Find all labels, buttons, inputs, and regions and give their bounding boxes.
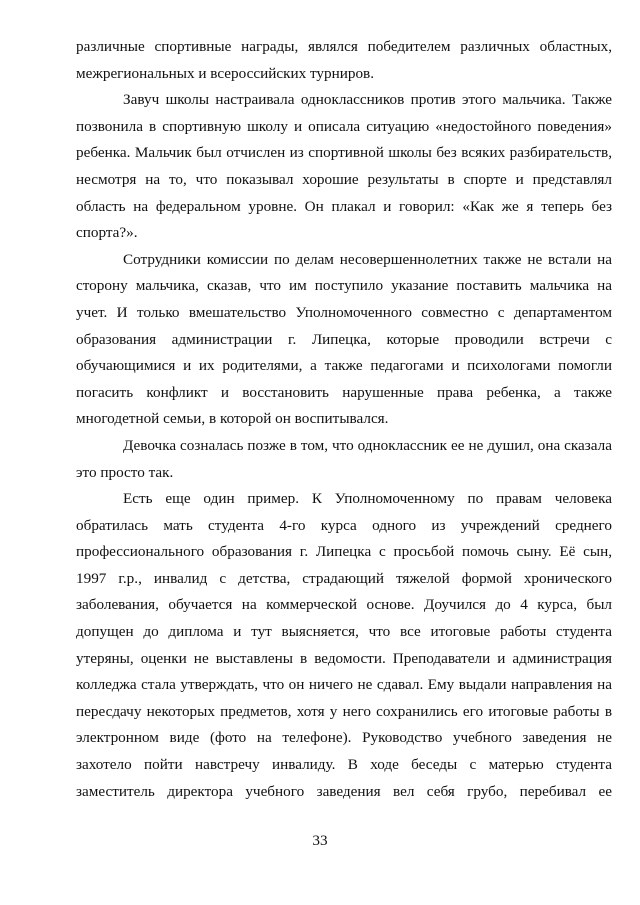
text-line: Завуч школы настраивала одноклассников против этого мальчика. Также xyxy=(123,91,612,109)
text-line: несмотря на то, что показывал хорошие результаты в спорте и представлял xyxy=(76,170,612,188)
text-line: погасить конфликт и восстановить нарушенные права ребенка, а также xyxy=(76,383,612,401)
text-line: многодетной семьи, в которой он воспитывался. xyxy=(76,410,389,428)
paragraph xyxy=(76,34,612,87)
paragraph xyxy=(76,486,612,805)
text-line: электронном виде (фото на телефоне). Руководство учебного заведения не xyxy=(76,729,612,747)
text-line: сторону мальчика, сказав, что им поступило указание поставить мальчика на xyxy=(76,277,612,295)
text-line: Есть еще один пример. К Уполномоченному по правам человека xyxy=(123,490,612,508)
text-line: утеряны, оценки не выставлены в ведомости. Преподаватели и администрация xyxy=(76,649,612,667)
paragraph xyxy=(76,433,612,486)
text-line: профессионального образования г. Липецка с просьбой помочь сыну. Её сын, xyxy=(76,543,612,561)
text-line: пересдачу некоторых предметов, хотя у него сохранились его итоговые работы в xyxy=(76,702,612,720)
text-line: заболевания, обучается на коммерческой основе. Доучился до 4 курса, был xyxy=(76,596,612,614)
page-number: 33 xyxy=(312,832,328,849)
text-line: ребенка. Мальчик был отчислен из спортивной школы без всяких разбирательств, xyxy=(76,144,612,162)
text-line: Девочка созналась позже в том, что одноклассник ее не душил, она сказала xyxy=(123,436,612,454)
text-line: обучающимися и их родителями, а также педагогами и психологами помогли xyxy=(76,357,612,375)
text-line: позвонила в спортивную школу и описала ситуацию «недостойного поведения» xyxy=(76,117,612,135)
text-line: допущен до диплома и тут выясняется, что все итоговые работы студента xyxy=(76,623,612,641)
text-line: образования администрации г. Липецка, которые проводили встречи с xyxy=(76,330,612,348)
text-line: это просто так. xyxy=(76,463,174,481)
text-line: 1997 г.р., инвалид с детства, страдающий тяжелой формой хронического xyxy=(76,569,612,587)
page-body xyxy=(76,34,612,805)
text-line: межрегиональных и всероссийских турниров. xyxy=(76,64,375,82)
text-line: заместитель директора учебного заведения вел себя грубо, перебивал ее xyxy=(76,782,612,800)
text-line: колледжа стала утверждать, что он ничего не сдавал. Ему выдали направления на xyxy=(76,676,612,694)
text-line: спорта?». xyxy=(76,224,138,242)
text-line: учет. И только вмешательство Уполномоченного совместно с департаментом xyxy=(76,303,612,321)
paragraph xyxy=(76,87,612,247)
text-line: область на федеральном уровне. Он плакал и говорил: «Как же я теперь без xyxy=(76,197,612,215)
text-line: обратилась мать студента 4-го курса одного из учреждений среднего xyxy=(76,516,612,534)
text-line: Сотрудники комиссии по делам несовершеннолетних также не встали на xyxy=(123,250,612,268)
paragraph xyxy=(76,247,612,433)
text-line: различные спортивные награды, являлся победителем различных областных, xyxy=(76,38,612,55)
text-line: захотело пойти навстречу инвалиду. В ходе беседы с матерью студента xyxy=(76,756,612,774)
